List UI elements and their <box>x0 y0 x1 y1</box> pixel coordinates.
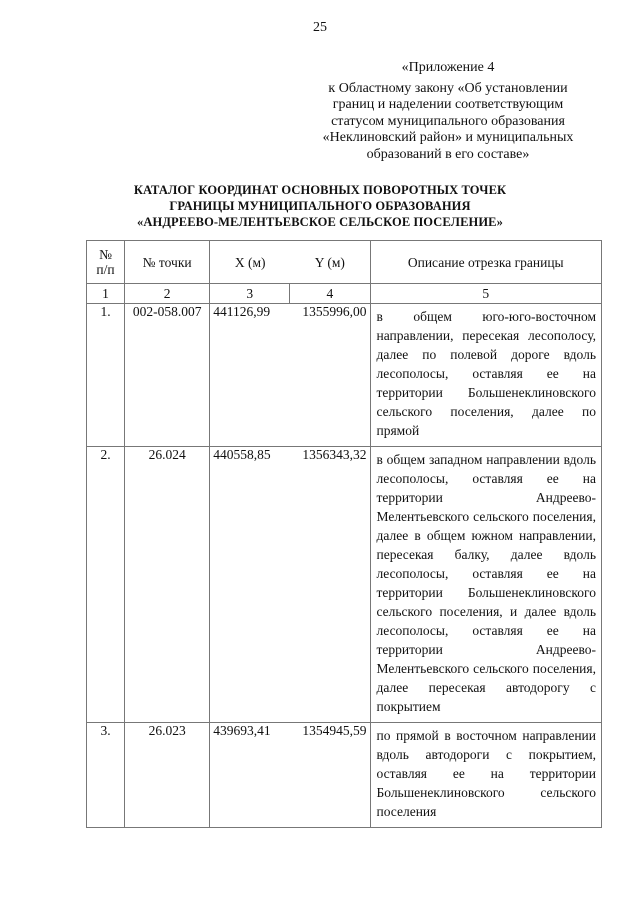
appendix-line: статусом муниципального образования <box>331 113 565 129</box>
table-row <box>87 723 602 828</box>
col-number: 2 <box>125 284 210 304</box>
row-point: 26.023 <box>125 723 210 828</box>
col-number: 4 <box>290 284 370 304</box>
column-number-row <box>87 284 602 304</box>
row-x: 440558,85 <box>213 447 271 462</box>
row-desc: по прямой в восточном направлении вдоль автодороги с покрытием, оставляя ее на территории Большенеклиновского сельского поселения <box>370 723 602 828</box>
appendix-header <box>310 60 586 163</box>
col-number: 5 <box>370 284 602 304</box>
header-x: X (м) <box>234 254 266 270</box>
header-y: Y (м) <box>314 254 345 270</box>
table-row <box>87 304 602 447</box>
header-desc: Описание отрезка границы <box>370 241 602 284</box>
col-number: 1 <box>87 284 125 304</box>
catalog-title-line: ГРАНИЦЫ МУНИЦИПАЛЬНОГО ОБРАЗОВАНИЯ <box>169 199 471 213</box>
appendix-line: к Областному закону «Об установлении <box>328 80 568 96</box>
header-point: № точки <box>125 241 210 284</box>
row-y: 1355996,00 <box>302 304 367 319</box>
coordinates-table <box>86 240 602 828</box>
col-number: 3 <box>210 284 290 304</box>
appendix-line: границ и наделении соответствующим <box>332 97 564 112</box>
row-point: 26.024 <box>125 447 210 723</box>
appendix-line: «Неклиновский район» и муниципальных <box>322 130 574 145</box>
catalog-title-line: «АНДРЕЕВО-МЕЛЕНТЬЕВСКОЕ СЕЛЬСКОЕ ПОСЕЛЕНИЕ» <box>137 215 503 229</box>
header-num-top: № <box>99 247 112 262</box>
row-xy <box>210 723 370 828</box>
row-xy <box>210 304 370 447</box>
row-num: 2. <box>87 447 125 723</box>
header-xy <box>210 241 370 284</box>
catalog-title-line: КАТАЛОГ КООРДИНАТ ОСНОВНЫХ ПОВОРОТНЫХ ТОЧЕК <box>133 183 507 197</box>
row-num: 3. <box>87 723 125 828</box>
row-desc: в общем западном направлении вдоль лесополосы, оставляя ее на территории Андреево-Мелентьевского сельского поселения, далее в общем южном направлении, пересекая балку, далее вдоль лесополосы, оставляя ее на территории Большенеклиновского сельского поселения, и далее вдоль лесополосы, оставляя ее на территории Андреево-Мелентьевского сельского поселения, далее пересекая автодорогу с покрытием <box>370 447 602 723</box>
row-x: 439693,41 <box>213 723 271 738</box>
appendix-line: образований в его составе» <box>366 146 530 162</box>
appendix-title: «Приложение 4 <box>401 60 495 75</box>
row-xy <box>210 447 370 723</box>
table-row <box>87 447 602 723</box>
table-header-row <box>87 241 602 284</box>
row-y: 1354945,59 <box>302 723 367 738</box>
header-num <box>87 241 125 284</box>
page-number: 25 <box>313 20 327 35</box>
row-num: 1. <box>87 304 125 447</box>
header-num-bottom: п/п <box>96 262 115 277</box>
row-desc: в общем юго-юго-восточном направлении, пересекая лесополосу, далее по полевой дороге вдоль лесополосы, оставляя ее на территории Большенеклиновского сельского поселения, далее по прямой <box>370 304 602 447</box>
row-y: 1356343,32 <box>302 447 367 462</box>
row-x: 441126,99 <box>213 304 271 319</box>
row-point: 002-058.007 <box>125 304 210 447</box>
catalog-title <box>0 182 640 230</box>
